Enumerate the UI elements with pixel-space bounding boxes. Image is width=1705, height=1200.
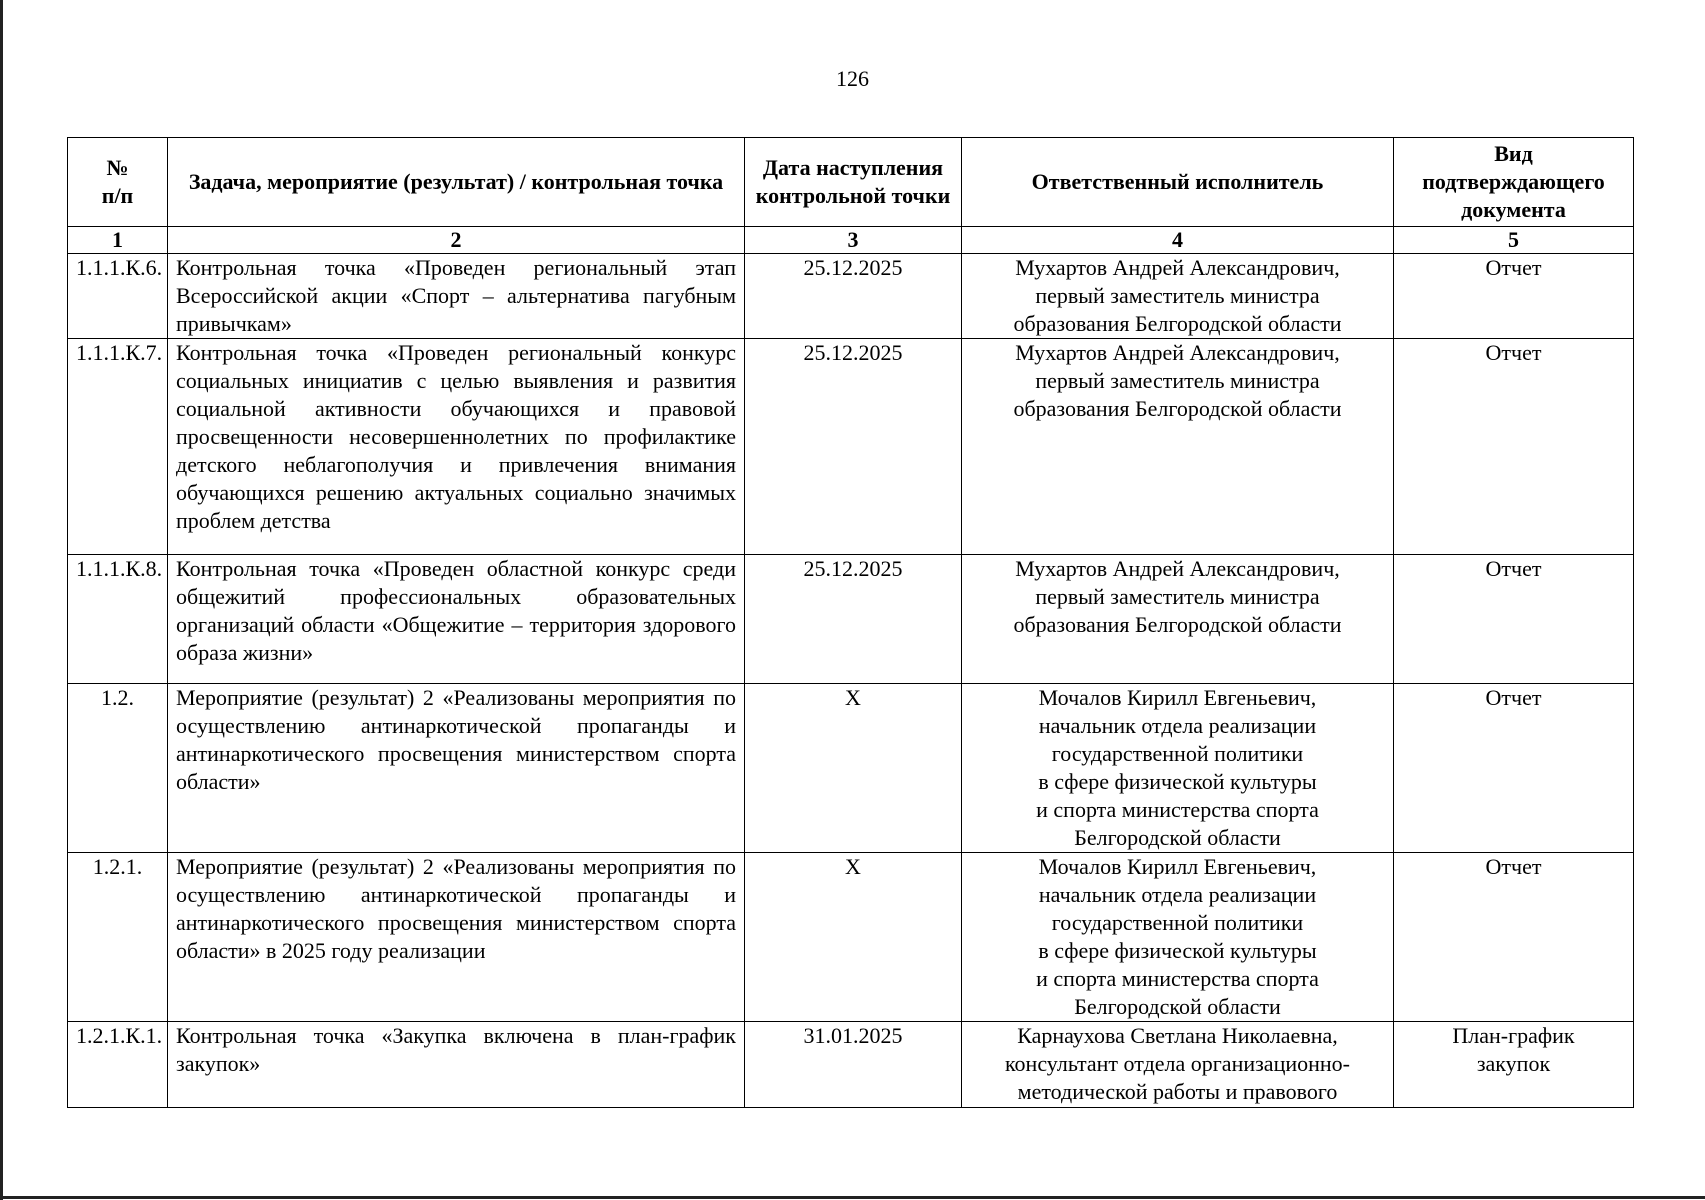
row-document: Отчет <box>1394 254 1634 339</box>
row-document: Отчет <box>1394 684 1634 853</box>
row-date: 25.12.2025 <box>745 254 962 339</box>
row-document: Отчет <box>1394 339 1634 555</box>
table-row <box>68 555 1634 684</box>
row-id: 1.1.1.К.8. <box>68 555 168 684</box>
row-date: X <box>745 684 962 853</box>
row-document: Отчет <box>1394 555 1634 684</box>
column-number: 1 <box>68 227 168 254</box>
column-number: 5 <box>1394 227 1634 254</box>
table-header-row <box>68 138 1634 227</box>
row-executor: Мухартов Андрей Александрович, первый заместитель министра образования Белгородской области <box>962 254 1394 339</box>
column-number: 2 <box>168 227 745 254</box>
header-task: Задача, мероприятие (результат) / контрольная точка <box>168 138 745 227</box>
row-executor: Карнаухова Светлана Николаевна, консультант отдела организационно- методической работы и правового <box>962 1022 1394 1108</box>
row-task: Мероприятие (результат) 2 «Реализованы мероприятия по осуществлению антинаркотической пропаганды и антинаркотического просвещения министерством спорта области» в 2025 году реализации <box>168 853 745 1022</box>
row-date: 25.12.2025 <box>745 339 962 555</box>
table-row <box>68 684 1634 853</box>
row-id: 1.2.1.К.1. <box>68 1022 168 1108</box>
column-number: 4 <box>962 227 1394 254</box>
row-executor: Мухартов Андрей Александрович, первый заместитель министра образования Белгородской области <box>962 339 1394 555</box>
table-row <box>68 1022 1634 1108</box>
row-executor: Мочалов Кирилл Евгеньевич, начальник отдела реализации государственной политики в сфере физической культуры и спорта министерства спорта Белгородской области <box>962 853 1394 1022</box>
table-row <box>68 853 1634 1022</box>
row-executor: Мухартов Андрей Александрович, первый заместитель министра образования Белгородской области <box>962 555 1394 684</box>
row-executor: Мочалов Кирилл Евгеньевич, начальник отдела реализации государственной политики в сфере физической культуры и спорта министерства спорта Белгородской области <box>962 684 1394 853</box>
header-date: Дата наступления контрольной точки <box>745 138 962 227</box>
header-document: Вид подтверждающего документа <box>1394 138 1634 227</box>
column-number: 3 <box>745 227 962 254</box>
row-id: 1.1.1.К.7. <box>68 339 168 555</box>
row-date: 31.01.2025 <box>745 1022 962 1108</box>
row-date: 25.12.2025 <box>745 555 962 684</box>
scan-edge-left <box>0 0 3 1200</box>
plan-table <box>67 137 1634 1108</box>
row-task: Контрольная точка «Проведен областной конкурс среди общежитий профессиональных образовательных организаций области «Общежитие – территория здорового образа жизни» <box>168 555 745 684</box>
row-task: Контрольная точка «Проведен региональный конкурс социальных инициатив с целью выявления и развития социальной активности обучающихся и правовой просвещенности несовершеннолетних по профилактике детского неблагополучия и привлечения внимания обучающихся решению актуальных социально значимых проблем детства <box>168 339 745 555</box>
row-task: Мероприятие (результат) 2 «Реализованы мероприятия по осуществлению антинаркотической пропаганды и антинаркотического просвещения министерством спорта области» <box>168 684 745 853</box>
row-date: X <box>745 853 962 1022</box>
page-number: 126 <box>836 66 869 91</box>
row-task: Контрольная точка «Проведен региональный этап Всероссийской акции «Спорт – альтернатива пагубным привычкам» <box>168 254 745 339</box>
table-row <box>68 339 1634 555</box>
row-id: 1.2.1. <box>68 853 168 1022</box>
row-id: 1.2. <box>68 684 168 853</box>
row-id: 1.1.1.К.6. <box>68 254 168 339</box>
column-number-row <box>68 227 1634 254</box>
scan-edge-bottom <box>0 1196 1705 1199</box>
header-executor: Ответственный исполнитель <box>962 138 1394 227</box>
table-row <box>68 254 1634 339</box>
row-document: План-график закупок <box>1394 1022 1634 1108</box>
row-task: Контрольная точка «Закупка включена в план-график закупок» <box>168 1022 745 1108</box>
header-number: № п/п <box>68 138 168 227</box>
row-document: Отчет <box>1394 853 1634 1022</box>
